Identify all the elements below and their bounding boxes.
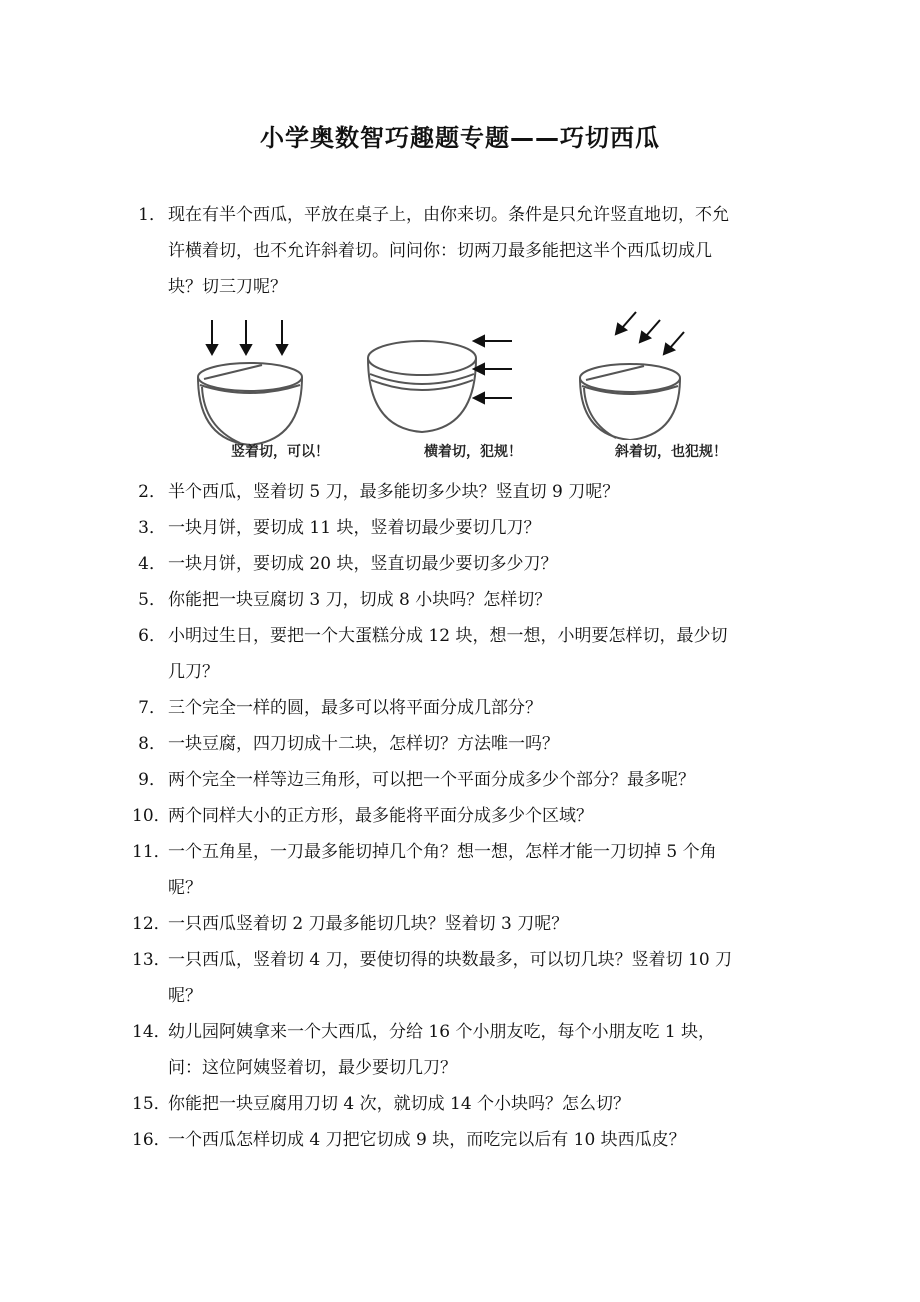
question-number: 14． [132, 1022, 171, 1042]
question-text-line: 三个完全一样的圆，最多可以将平面分成几部分？ [168, 698, 542, 718]
diagonal-arrow-icon [616, 312, 684, 354]
question-text-line: 你能把一块豆腐切 3 刀，切成 8 小块吗？怎样切？ [168, 590, 552, 610]
question-text-line: 小明过生日，要把一个大蛋糕分成 12 块，想一想，小明要怎样切，最少切 [168, 626, 728, 646]
question-14 [132, 1014, 788, 1086]
question-2 [138, 474, 788, 510]
question-text-line: 两个完全一样等边三角形，可以把一个平面分成多少个部分？最多呢？ [168, 770, 695, 790]
figure-caption: 横着切，犯规！ [424, 444, 522, 460]
question-number: 13． [132, 950, 171, 970]
question-text-line: 两个同样大小的正方形，最多能将平面分成多少个区域？ [168, 806, 593, 826]
half-watermelon-icon [368, 341, 476, 432]
question-6 [138, 618, 788, 690]
question-text-line: 半个西瓜，竖着切 5 刀，最多能切多少块？竖直切 9 刀呢？ [168, 482, 620, 502]
question-16 [132, 1122, 788, 1158]
question-11 [132, 834, 788, 906]
question-number: 4． [138, 554, 166, 574]
question-text-line: 一个五角星，一刀最多能切掉几个角？想一想，怎样才能一刀切掉 5 个角 [168, 842, 717, 862]
question-7 [138, 690, 788, 726]
question-text-line: 几刀？ [168, 662, 219, 682]
left-arrow-icon [474, 336, 512, 403]
question-text-line: 呢？ [168, 986, 202, 1006]
question-9 [138, 762, 788, 798]
question-text-line: 问：这位阿姨竖着切，最少要切几刀？ [168, 1058, 457, 1078]
question-text-line: 一只西瓜，竖着切 4 刀，要使切得的块数最多，可以切几块？竖着切 10 刀 [168, 950, 733, 970]
question-1 [138, 197, 788, 305]
question-text-line: 块？切三刀呢？ [168, 277, 287, 297]
question-text-line: 一个西瓜怎样切成 4 刀把它切成 9 块，而吃完以后有 10 块西瓜皮？ [168, 1130, 686, 1150]
question-number: 16． [132, 1130, 171, 1150]
question-text-line: 一块月饼，要切成 20 块，竖直切最少要切多少刀？ [168, 554, 558, 574]
question-13 [132, 942, 788, 1014]
question-text-line: 你能把一块豆腐用刀切 4 次，就切成 14 个小块吗？怎么切？ [168, 1094, 631, 1114]
question-number: 12． [132, 914, 171, 934]
question-10 [132, 798, 788, 834]
question-text-line: 现在有半个西瓜，平放在桌子上，由你来切。条件是只允许竖直地切，不允 [168, 205, 729, 225]
question-number: 10． [132, 806, 171, 826]
page-title: 小学奥数智巧趣题专题——巧切西瓜 [260, 124, 660, 152]
question-3 [138, 510, 788, 546]
question-number: 9． [138, 770, 166, 790]
question-4 [138, 546, 788, 582]
question-text-line: 呢？ [168, 878, 202, 898]
figure-diagonal-cut [570, 310, 720, 440]
question-12 [132, 906, 788, 942]
figure-horizontal-cut [362, 328, 522, 438]
down-arrow-icon [207, 320, 287, 354]
question-text-line: 许横着切，也不允许斜着切。问问你：切两刀最多能把这半个西瓜切成几 [168, 241, 712, 261]
question-number: 7． [138, 698, 166, 718]
question-number: 8． [138, 734, 166, 754]
half-watermelon-icon [580, 364, 680, 440]
question-number: 6． [138, 626, 166, 646]
question-number: 15． [132, 1094, 171, 1114]
question-8 [138, 726, 788, 762]
figure-caption: 斜着切，也犯规！ [615, 444, 727, 460]
half-watermelon-icon [198, 363, 302, 445]
question-number: 5． [138, 590, 166, 610]
figure-caption: 竖着切，可以！ [231, 444, 329, 460]
question-text-line: 一块月饼，要切成 11 块，竖着切最少要切几刀？ [168, 518, 541, 538]
question-number: 2． [138, 482, 166, 502]
question-5 [138, 582, 788, 618]
question-number: 3． [138, 518, 166, 538]
question-text-line: 幼儿园阿姨拿来一个大西瓜，分给 16 个小朋友吃，每个小朋友吃 1 块， [168, 1022, 716, 1042]
question-text-line: 一只西瓜竖着切 2 刀最多能切几块？竖着切 3 刀呢？ [168, 914, 569, 934]
question-number: 11． [132, 842, 171, 862]
question-number: 1． [138, 205, 166, 225]
question-15 [132, 1086, 788, 1122]
question-text-line: 一块豆腐，四刀切成十二块，怎样切？方法唯一吗？ [168, 734, 559, 754]
